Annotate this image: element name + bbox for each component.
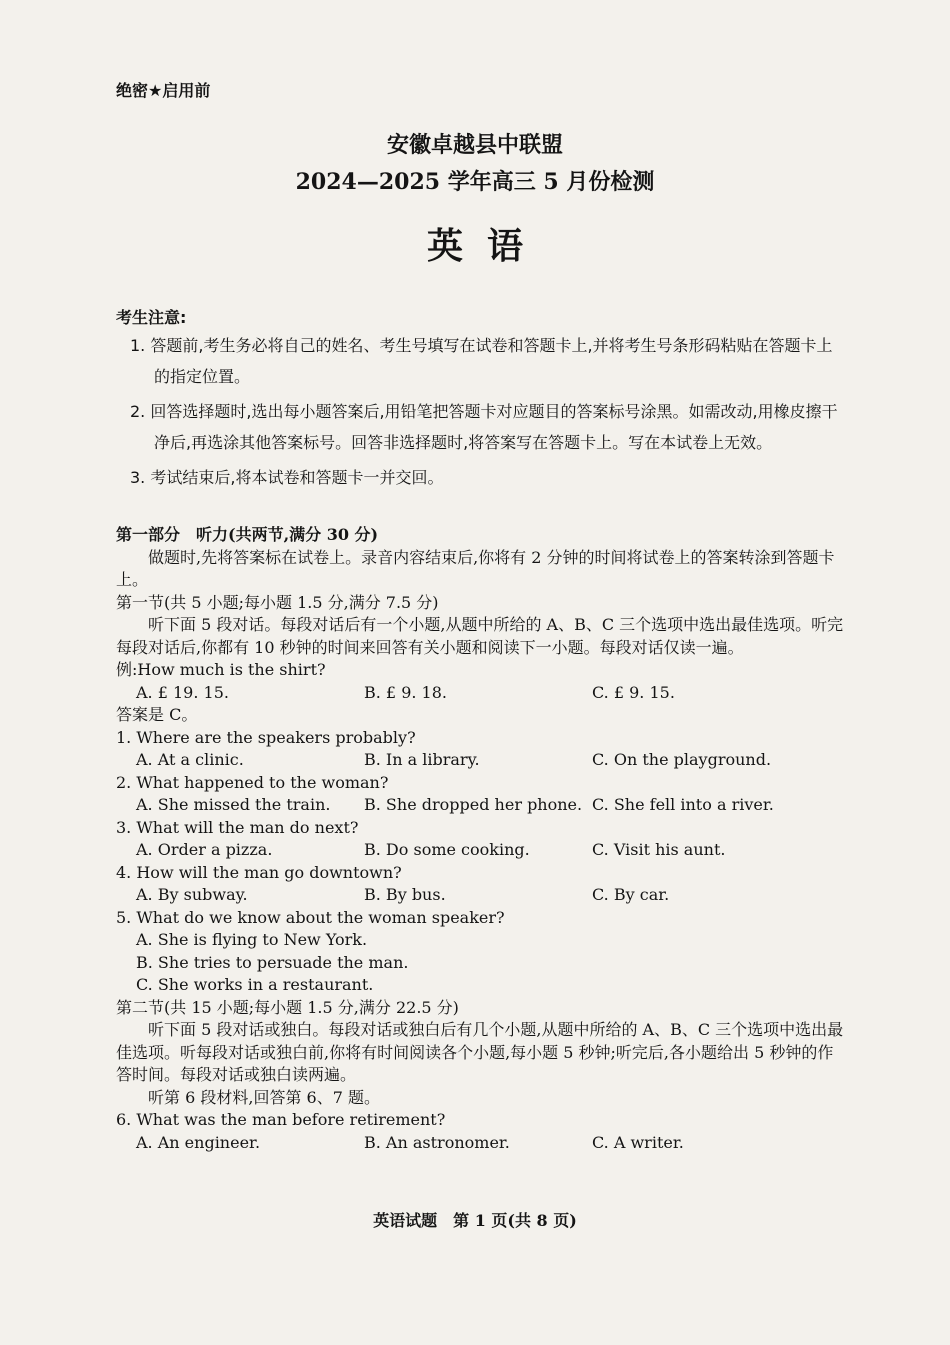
alliance-title: 安徽卓越县中联盟: [386, 132, 563, 158]
question-6-options: [116, 1132, 846, 1155]
option-b: B. In a library.: [364, 750, 480, 769]
option-b: B. She dropped her phone.: [364, 795, 583, 814]
question-5-option-c: C. She works in a restaurant.: [136, 975, 374, 994]
confidential-label: 绝密★启用前: [116, 81, 211, 100]
question-4-options: [116, 884, 846, 907]
part1-heading: 第一部分 听力(共两节,满分 30 分): [116, 525, 379, 544]
question-3: 3. What will the man do next?: [116, 817, 359, 837]
option-a: A. An engineer.: [136, 1132, 261, 1152]
option-a: A. By subway.: [136, 885, 248, 904]
option-c: C. She fell into a river.: [592, 795, 774, 814]
question-5: 5. What do we know about the woman speaker?: [116, 907, 505, 927]
section2-instructions: 听下面 5 段对话或独白。每段对话或独白后有几个小题,从题中所给的 A、B、C 三个选项中选出最佳选项。听每段对话或独白前,你将有时间阅读各个小题,每小题 5 秒钟;听完后,各小题给出 5 秒钟的作答时间。每段对话或独白读两遍。: [116, 1020, 844, 1084]
notice-heading: 考生注意:: [116, 308, 187, 327]
notice-item: 2. 回答选择题时,选出每小题答案后,用铅笔把答题卡对应题目的答案标号涂黑。如需改动,用橡皮擦干净后,再选涂其他答案标号。回答非选择题时,将答案写在答题卡上。写在本试卷上无效。: [130, 402, 838, 452]
example-answer: 答案是 C。: [116, 705, 198, 724]
part1-intro: 做题时,先将答案标在试卷上。录音内容结束后,你将有 2 分钟的时间将试卷上的答案转涂到答题卡上。: [116, 547, 835, 589]
notice-item: 3. 考试结束后,将本试卷和答题卡一并交回。: [130, 468, 444, 487]
option-a: A. Order a pizza.: [136, 840, 273, 859]
option-c: C. On the playground.: [592, 750, 772, 769]
question-1-options: [116, 749, 846, 772]
material-instruction: 听第 6 段材料,回答第 6、7 题。: [148, 1087, 380, 1107]
section2-heading: 第二节(共 15 小题;每小题 1.5 分,满分 22.5 分): [116, 997, 459, 1017]
question-2-options: [116, 794, 846, 817]
question-3-options: [116, 839, 846, 862]
option-c: C. £ 9. 15.: [592, 682, 675, 702]
option-b: B. By bus.: [364, 885, 446, 904]
section1-instructions: 听下面 5 段对话。每段对话后有一个小题,从题中所给的 A、B、C 三个选项中选出最佳选项。听完每段对话后,你都有 10 秒钟的时间来回答有关小题和阅读下一小题。每段对话仅读一遍。: [116, 615, 844, 657]
question-5-option-a: A. She is flying to New York.: [136, 930, 368, 949]
option-c: C. Visit his aunt.: [592, 840, 726, 859]
option-b: B. An astronomer.: [364, 1132, 510, 1152]
notice-item: 1. 答题前,考生务必将自己的姓名、考生号填写在试卷和答题卡上,并将考生号条形码粘贴在答题卡上的指定位置。: [130, 336, 833, 386]
section1-heading: 第一节(共 5 小题;每小题 1.5 分,满分 7.5 分): [116, 592, 439, 612]
example-options: [116, 682, 846, 705]
notice-list: [116, 330, 841, 497]
question-6: 6. What was the man before retirement?: [116, 1110, 446, 1129]
option-a: A. She missed the train.: [136, 795, 331, 814]
option-b: B. Do some cooking.: [364, 840, 530, 859]
option-a: A. At a clinic.: [136, 750, 244, 769]
option-a: A. £ 19. 15.: [136, 682, 229, 702]
question-5-option-b: B. She tries to persuade the man.: [136, 952, 409, 972]
option-c: C. A writer.: [592, 1132, 684, 1152]
question-4: 4. How will the man go downtown?: [116, 862, 402, 882]
page-footer: 英语试题 第 1 页(共 8 页): [373, 1211, 577, 1230]
option-b: B. £ 9. 18.: [364, 682, 447, 702]
option-c: C. By car.: [592, 885, 670, 904]
exam-title: 2024—2025 学年高三 5 月份检测: [295, 169, 655, 195]
question-2: 2. What happened to the woman?: [116, 772, 389, 792]
example-question: 例:How much is the shirt?: [116, 660, 326, 679]
part1-body: [116, 524, 846, 1154]
subject-title: 英语: [426, 225, 547, 267]
question-1: 1. Where are the speakers probably?: [116, 727, 416, 747]
